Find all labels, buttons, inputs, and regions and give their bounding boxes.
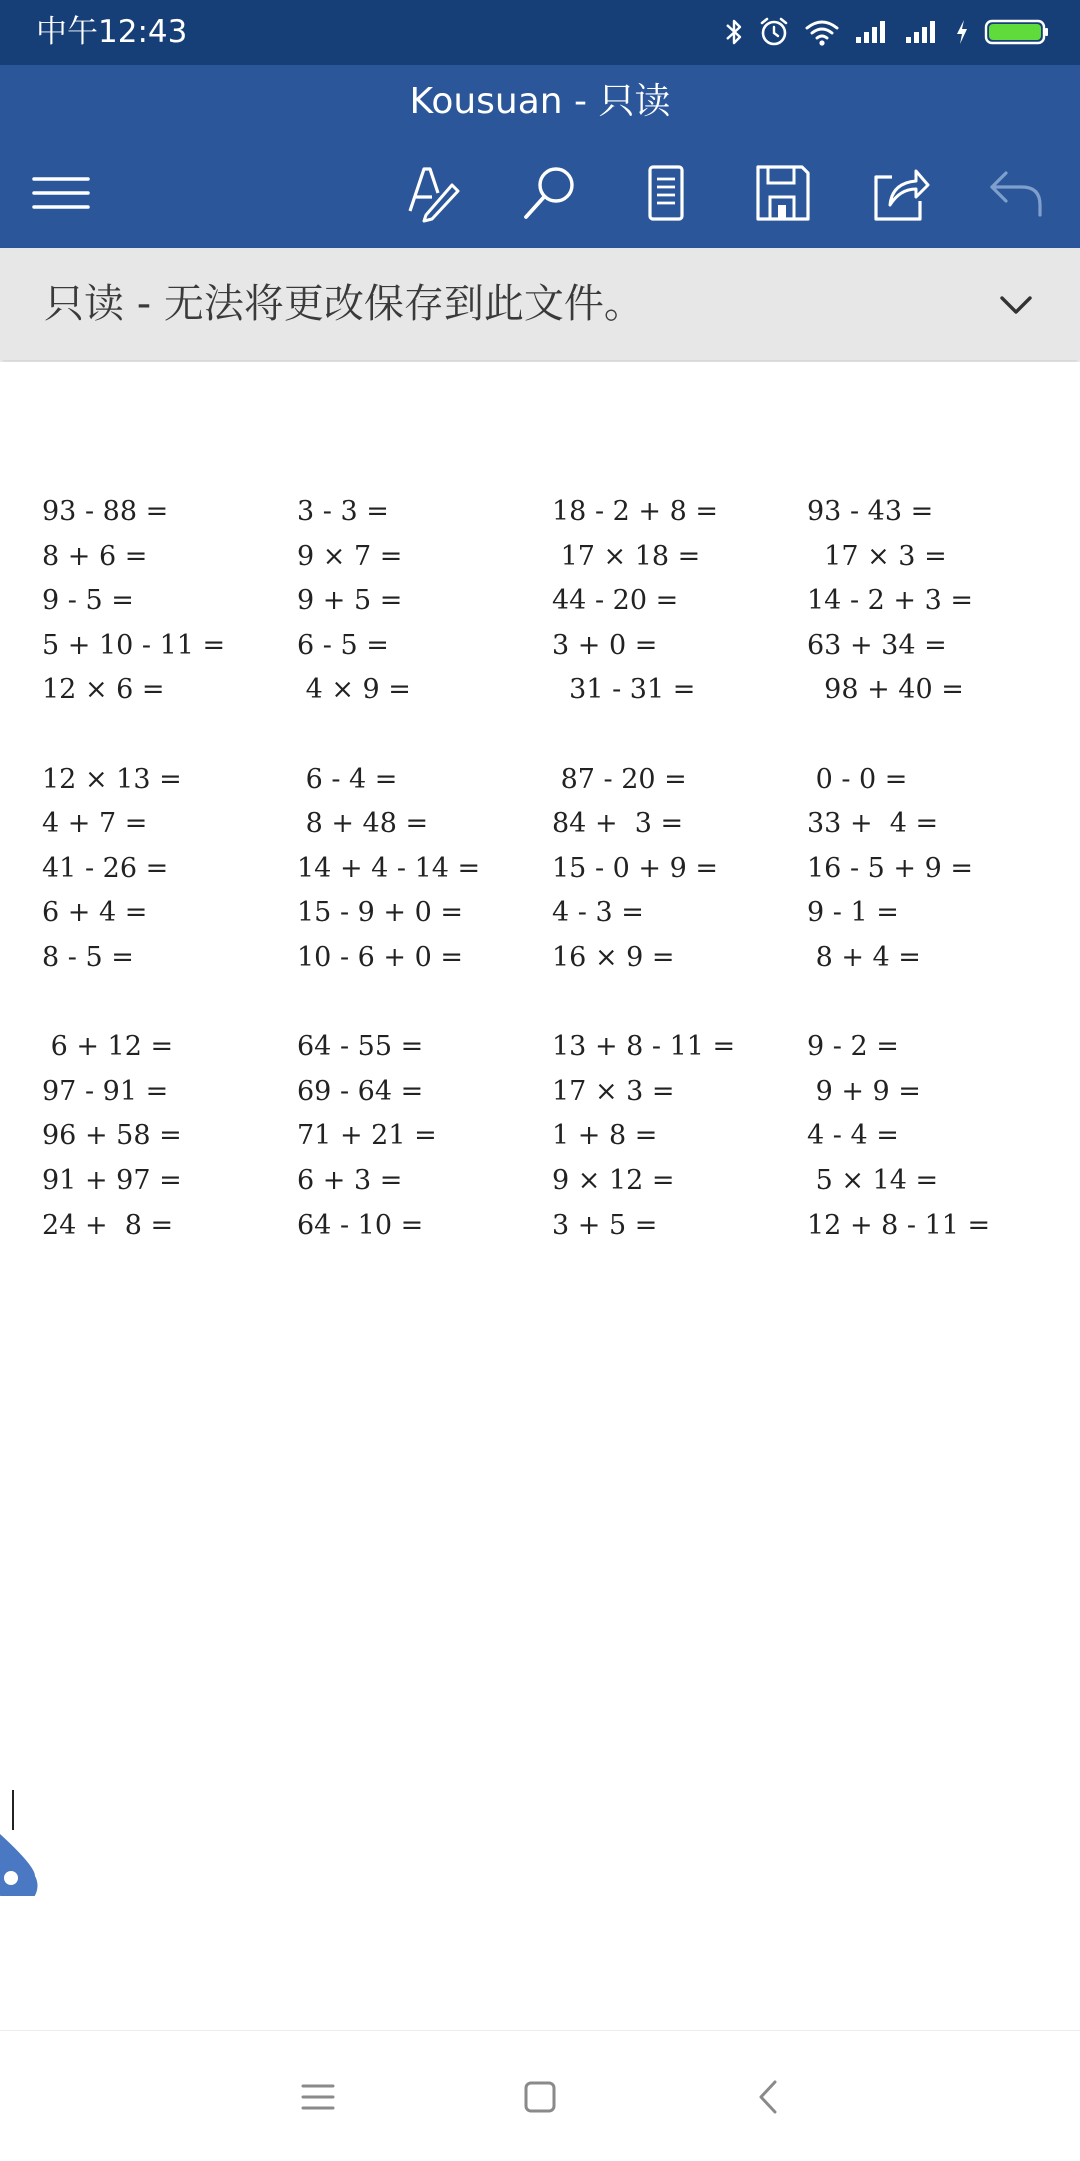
banner-expand-button[interactable] <box>990 278 1042 330</box>
group-spacer <box>42 981 1052 1026</box>
read-only-banner <box>0 248 1080 360</box>
arithmetic-problem: 97 - 91 = <box>42 1075 169 1107</box>
arithmetic-problem: 17 × 3 = <box>552 1075 675 1107</box>
document-title: Kousuan - 只读 <box>409 81 671 122</box>
arithmetic-problem: 8 + 48 = <box>297 808 429 840</box>
arithmetic-problem: 91 + 97 = <box>42 1164 182 1196</box>
arithmetic-problem: 4 + 7 = <box>42 808 148 840</box>
arithmetic-problem: 9 + 9 = <box>807 1075 921 1107</box>
save-icon <box>752 163 812 223</box>
group-spacer <box>42 713 1052 758</box>
arithmetic-problem: 9 - 5 = <box>42 585 134 617</box>
alarm-icon <box>758 16 790 48</box>
status-bar <box>0 0 1080 65</box>
signal-icon <box>854 19 890 45</box>
arithmetic-problem: 16 × 9 = <box>552 941 675 973</box>
arithmetic-problem: 24 + 8 = <box>42 1209 174 1241</box>
arithmetic-problem: 6 + 12 = <box>42 1031 174 1063</box>
status-time: 中午12:43 <box>36 14 188 50</box>
share-icon <box>870 163 930 223</box>
arithmetic-problem: 14 + 4 - 14 = <box>297 852 481 884</box>
arithmetic-problem: 6 - 5 = <box>297 629 389 661</box>
arithmetic-problem: 33 + 4 = <box>807 808 939 840</box>
arithmetic-problem: 12 × 13 = <box>42 763 182 795</box>
app-header <box>0 65 1080 248</box>
arithmetic-problem: 12 + 8 - 11 = <box>807 1209 991 1241</box>
arithmetic-problem: 4 - 3 = <box>552 897 644 929</box>
edit-pen-icon <box>404 163 464 223</box>
text-cursor <box>12 1790 14 1830</box>
arithmetic-problem: 93 - 88 = <box>42 496 169 527</box>
cursor-handle[interactable] <box>0 1832 41 1896</box>
search-button[interactable] <box>508 151 592 235</box>
battery-icon <box>984 18 1050 46</box>
arithmetic-problem: 87 - 20 = <box>552 763 687 795</box>
arithmetic-problem: 69 - 64 = <box>297 1075 424 1107</box>
arithmetic-problem: 5 + 10 - 11 = <box>42 629 226 661</box>
arithmetic-problem: 9 - 1 = <box>807 897 899 929</box>
charging-icon <box>954 18 970 46</box>
arithmetic-problem: 64 - 10 = <box>297 1209 424 1241</box>
document-content[interactable] <box>0 362 1080 2030</box>
arithmetic-problem: 9 + 5 = <box>297 585 403 617</box>
arithmetic-problem: 8 + 4 = <box>807 941 921 973</box>
undo-icon <box>986 163 1046 223</box>
arithmetic-problem: 4 - 4 = <box>807 1120 899 1152</box>
arithmetic-problem: 4 × 9 = <box>297 674 411 706</box>
back-button[interactable] <box>738 2067 798 2127</box>
arithmetic-problem: 64 - 55 = <box>297 1031 424 1063</box>
arithmetic-problem: 84 + 3 = <box>552 808 684 840</box>
arithmetic-problem: 16 - 5 + 9 = <box>807 852 973 884</box>
bluetooth-icon <box>724 17 744 47</box>
save-button[interactable] <box>740 151 824 235</box>
arithmetic-problem: 10 - 6 + 0 = <box>297 941 463 973</box>
arithmetic-problem: 6 + 3 = <box>297 1164 403 1196</box>
home-button[interactable] <box>510 2067 570 2127</box>
read-only-message: 只读 - 无法将更改保存到此文件。 <box>44 281 644 327</box>
arithmetic-problem: 8 - 5 = <box>42 941 134 973</box>
arithmetic-problem: 3 + 5 = <box>552 1209 658 1241</box>
arithmetic-problem: 31 - 31 = <box>552 674 696 706</box>
signal-icon <box>904 19 940 45</box>
wifi-icon <box>804 18 840 46</box>
menu-button[interactable] <box>20 151 104 235</box>
arithmetic-problem: 93 - 43 = <box>807 496 934 527</box>
arithmetic-problem: 44 - 20 = <box>552 585 679 617</box>
arithmetic-problem: 6 + 4 = <box>42 897 148 929</box>
search-icon <box>520 163 580 223</box>
arithmetic-problem: 8 + 6 = <box>42 540 148 572</box>
arithmetic-problem: 96 + 58 = <box>42 1120 182 1152</box>
chevron-down-icon <box>998 292 1034 316</box>
arithmetic-problem: 9 - 2 = <box>807 1031 899 1063</box>
arithmetic-problem: 3 + 0 = <box>552 629 658 661</box>
recent-apps-button[interactable] <box>288 2067 348 2127</box>
arithmetic-problem: 17 × 18 = <box>552 540 701 572</box>
arithmetic-problem: 3 - 3 = <box>297 496 389 527</box>
status-icons <box>724 14 1050 50</box>
arithmetic-problem: 0 - 0 = <box>807 763 908 795</box>
share-button[interactable] <box>858 151 942 235</box>
arithmetic-problem-grid <box>42 490 1052 1248</box>
arithmetic-problem: 17 × 3 = <box>807 540 947 572</box>
arithmetic-problem: 18 - 2 + 8 = <box>552 496 718 527</box>
reading-view-button[interactable] <box>624 151 708 235</box>
arithmetic-problem: 14 - 2 + 3 = <box>807 585 973 617</box>
arithmetic-problem: 9 × 7 = <box>297 540 403 572</box>
arithmetic-problem: 5 × 14 = <box>807 1164 939 1196</box>
arithmetic-problem: 71 + 21 = <box>297 1120 437 1152</box>
edit-button[interactable] <box>392 151 476 235</box>
arithmetic-problem: 12 × 6 = <box>42 674 165 706</box>
home-icon <box>523 2080 557 2114</box>
recent-apps-icon <box>300 2082 336 2112</box>
arithmetic-problem: 63 + 34 = <box>807 629 947 661</box>
arithmetic-problem: 13 + 8 - 11 = <box>552 1031 736 1063</box>
arithmetic-problem: 1 + 8 = <box>552 1120 658 1152</box>
arithmetic-problem: 41 - 26 = <box>42 852 169 884</box>
arithmetic-problem: 6 - 4 = <box>297 763 398 795</box>
menu-icon <box>32 173 92 213</box>
arithmetic-problem: 15 - 9 + 0 = <box>297 897 463 929</box>
arithmetic-problem: 98 + 40 = <box>807 674 964 706</box>
reading-view-icon <box>636 163 696 223</box>
undo-button[interactable] <box>974 151 1058 235</box>
back-icon <box>755 2079 781 2115</box>
arithmetic-problem: 15 - 0 + 9 = <box>552 852 718 884</box>
arithmetic-problem: 9 × 12 = <box>552 1164 675 1196</box>
system-navigation-bar <box>0 2030 1080 2161</box>
